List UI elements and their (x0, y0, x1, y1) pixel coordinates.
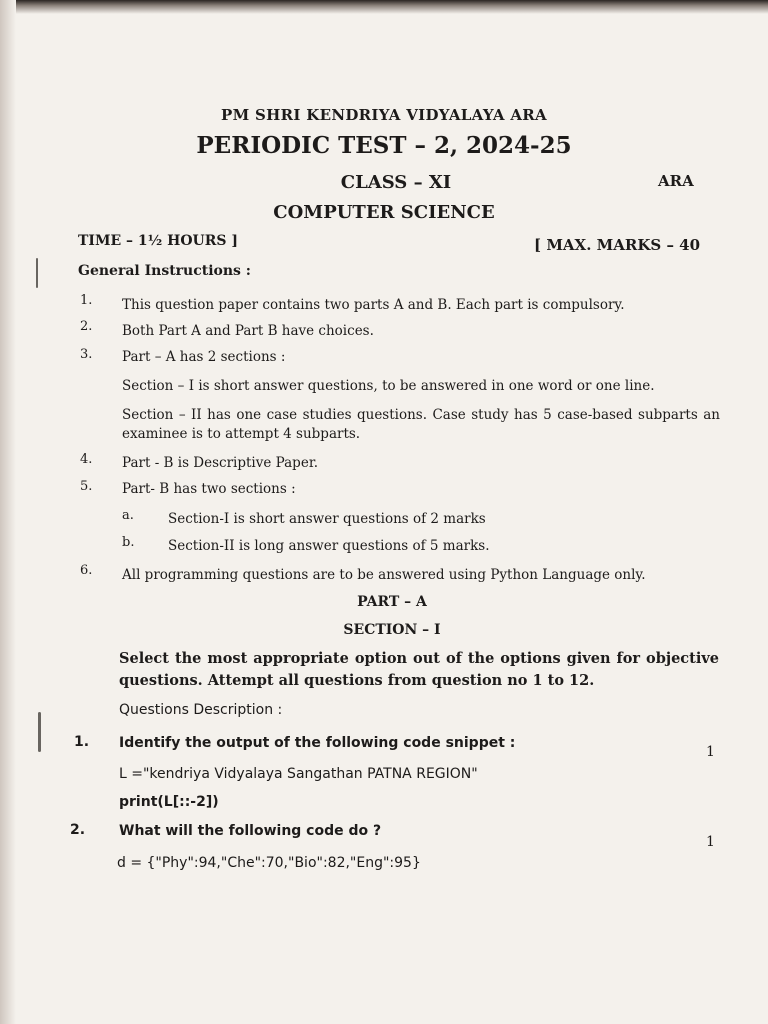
side-stamp: ARA (658, 172, 694, 190)
question-number: 2. (70, 822, 86, 838)
instruction-number: 2. (80, 319, 93, 334)
general-instructions-heading: General Instructions : (78, 263, 251, 279)
test-title: PERIODIC TEST – 2, 2024-25 (196, 132, 572, 159)
instruction-number: 4. (80, 452, 93, 467)
class-label: CLASS – XI (340, 172, 452, 193)
question-number: 1. (74, 734, 90, 750)
max-marks-label: [ MAX. MARKS – 40 (534, 236, 701, 254)
part-heading: PART – A (357, 594, 427, 610)
question-marks: 1 (706, 834, 715, 850)
instruction-text: Section-I is short answer questions of 2 marks (168, 511, 486, 527)
question-code-line: print(L[::-2]) (119, 794, 219, 810)
instruction-number: 5. (80, 479, 93, 494)
instruction-text: Section – II has one case studies questions. Case study has 5 case-based subparts an examinee is to attempt 4 subparts. (122, 407, 720, 442)
time-label: TIME – 1½ HOURS ] (78, 233, 238, 249)
section-heading: SECTION – I (343, 622, 441, 638)
instruction-number: b. (122, 535, 135, 550)
instruction-text: Part - B is Descriptive Paper. (122, 455, 319, 471)
questions-description: Questions Description : (119, 702, 283, 718)
question-marks: 1 (706, 744, 715, 760)
pen-mark (38, 712, 41, 752)
question-code-line: d = {"Phy":94,"Che":70,"Bio":82,"Eng":95} (117, 855, 421, 871)
instruction-number: a. (122, 508, 134, 523)
instruction-number: 1. (80, 293, 93, 308)
instruction-number: 6. (80, 563, 93, 578)
instruction-text: All programming questions are to be answered using Python Language only. (122, 567, 646, 583)
subject-title: COMPUTER SCIENCE (273, 202, 495, 223)
instruction-text: Both Part A and Part B have choices. (122, 323, 374, 339)
instruction-text: Part – A has 2 sections : (122, 349, 286, 365)
pen-mark (36, 258, 38, 288)
instruction-text: Part- B has two sections : (122, 481, 296, 497)
question-text: Identify the output of the following code snippet : (119, 735, 516, 751)
instruction-number: 3. (80, 347, 93, 362)
instruction-text: This question paper contains two parts A and B. Each part is compulsory. (122, 297, 625, 313)
instruction-text: Section – I is short answer questions, to be answered in one word or one line. (122, 378, 655, 394)
instruction-text: Section-II is long answer questions of 5 marks. (168, 538, 490, 554)
school-name: PM SHRI KENDRIYA VIDYALAYA ARA (221, 106, 547, 124)
objective-instruction: Select the most appropriate option out of the options given for objective questions. Attempt all questions from question no 1 to 12. (119, 650, 719, 689)
question-text: What will the following code do ? (119, 823, 382, 839)
page-top-edge (0, 0, 768, 14)
question-code-line: L ="kendriya Vidyalaya Sangathan PATNA REGION" (119, 766, 478, 782)
